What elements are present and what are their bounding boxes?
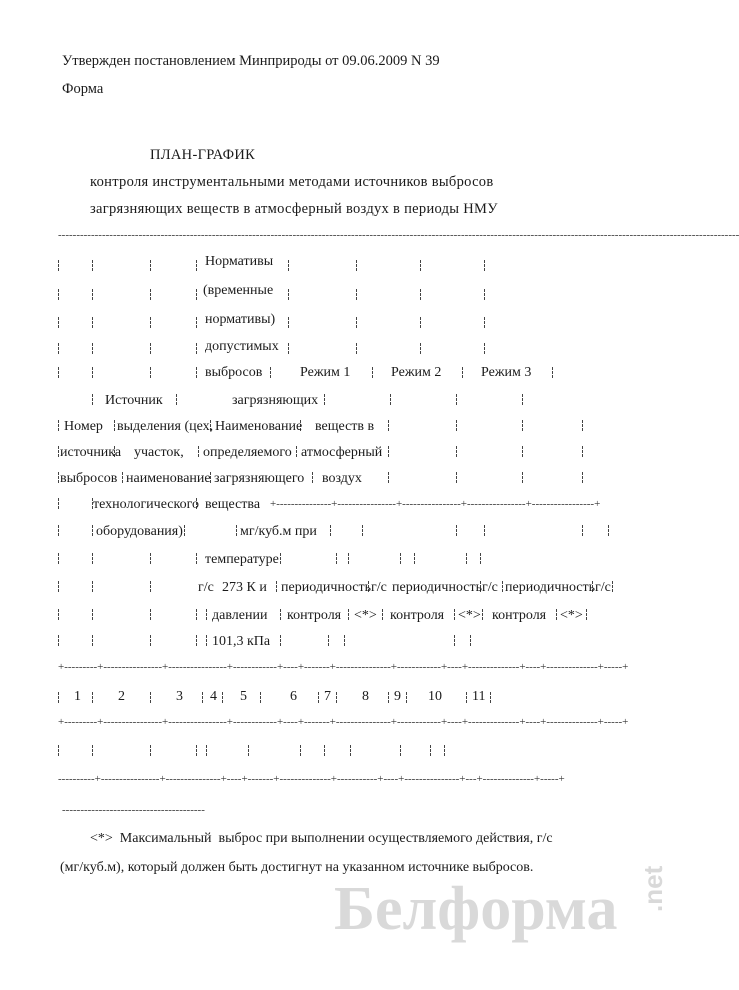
footnote-line-2: (мг/куб.м), который должен быть достигнут на указанном источнике выбросов.: [60, 860, 534, 875]
footnote-line-1: <*> Максимальный выброс при выполнении осуществляемого действия, г/с: [90, 831, 553, 846]
norms-line-7: веществ в: [315, 419, 375, 434]
emission-line-4: наименование: [126, 471, 211, 486]
emission-line-5: технологического: [93, 497, 199, 512]
substance-line-3: загрязняющего: [214, 471, 305, 486]
col-source-line-2: выбросов: [60, 471, 118, 486]
mode-3-control: контроля: [492, 608, 547, 623]
mode-3-label: Режим 3: [481, 365, 532, 380]
substance-line-4: вещества: [205, 497, 261, 512]
mode-2-label: Режим 2: [391, 365, 442, 380]
mode-3-periodicity: периодичность: [505, 580, 596, 595]
col-num-9: 9: [394, 689, 401, 704]
title-line-2: загрязняющих веществ в атмосферный воздух в периоды НМУ: [90, 201, 498, 217]
approval-line: Утвержден постановлением Минприроды от 09.06.2009 N 39: [62, 53, 440, 69]
footnote-separator: ---------------------------------------: [62, 804, 205, 816]
mode-1-star: <*>: [354, 608, 377, 623]
units-gs-label: г/с: [198, 580, 214, 595]
mode-2-star: <*>: [458, 608, 481, 623]
page-title: ПЛАН-ГРАФИК: [150, 147, 256, 163]
table-header-bottom-rule: +---------+----------------+----------------+------------+----+-------+---------------+------------+----+--------------+----+--------------+-----+: [58, 661, 629, 673]
table-top-rule: ------------------------------------------------------------------------------------------------------------------------------------------------------------------------------------------: [58, 229, 739, 241]
col-num-11: 11: [472, 689, 486, 704]
col-num-2: 2: [118, 689, 125, 704]
mode-2-periodicity: периодичность: [392, 580, 483, 595]
norms-line-2: (временные: [203, 283, 274, 298]
col-num-4: 4: [210, 689, 217, 704]
form-label: Форма: [62, 81, 104, 97]
substance-line-2: определяемого: [203, 445, 292, 460]
watermark-suffix: .net: [638, 865, 668, 912]
title-line-1: контроля инструментальными методами источников выбросов: [90, 174, 494, 190]
modes-subdivider-rule: +---------------+----------------+----------------+----------------+-----------------+: [270, 498, 601, 510]
col-num-1: 1: [74, 689, 81, 704]
substance-line-1: Наименование: [215, 419, 303, 434]
mode-1-gs: г/с: [371, 580, 387, 595]
col-source-line-1: источника: [60, 445, 122, 460]
col-number-label: Номер: [64, 419, 103, 434]
watermark-brand: Белформа: [334, 875, 618, 943]
col-num-6: 6: [290, 689, 297, 704]
mode-1-control: контроля: [287, 608, 342, 623]
col-num-5: 5: [240, 689, 247, 704]
norms-line-5: выбросов: [205, 365, 263, 380]
norms-line-3: нормативы): [205, 312, 276, 327]
units-line-4: давлении: [212, 608, 268, 623]
units-line-2: температуре: [205, 552, 279, 567]
table-bottom-rule: ----------+----------------+---------------+----+-------+--------------+-----------+----+---------------+---+--------------+-----+: [58, 773, 565, 785]
col-num-7: 7: [324, 689, 331, 704]
emission-line-1: Источник: [105, 393, 163, 408]
emission-line-2: выделения (цех,: [117, 419, 214, 434]
norms-line-6: загрязняющих: [232, 393, 319, 408]
norms-line-4: допустимых: [205, 339, 279, 354]
column-numbers-bottom-rule: +---------+----------------+----------------+------------+----+-------+---------------+------------+----+--------------+----+--------------+-----+: [58, 716, 629, 728]
norms-line-1: Нормативы: [205, 254, 274, 269]
mode-3-gs: г/с: [595, 580, 611, 595]
mode-2-gs: г/с: [482, 580, 498, 595]
col-num-8: 8: [362, 689, 369, 704]
mode-3-star: <*>: [560, 608, 583, 623]
emission-line-6: оборудования): [96, 524, 183, 539]
norms-line-9: воздух: [322, 471, 362, 486]
mode-2-control: контроля: [390, 608, 445, 623]
units-line-5: 101,3 кПа: [212, 634, 271, 649]
col-num-3: 3: [176, 689, 183, 704]
mode-1-periodicity: периодичность: [281, 580, 372, 595]
mode-1-label: Режим 1: [300, 365, 351, 380]
units-line-3: 273 К и: [222, 580, 267, 595]
emission-line-3: участок,: [134, 445, 184, 460]
col-num-10: 10: [428, 689, 442, 704]
norms-line-8: атмосферный: [301, 445, 383, 460]
units-line-1: мг/куб.м при: [240, 524, 317, 539]
